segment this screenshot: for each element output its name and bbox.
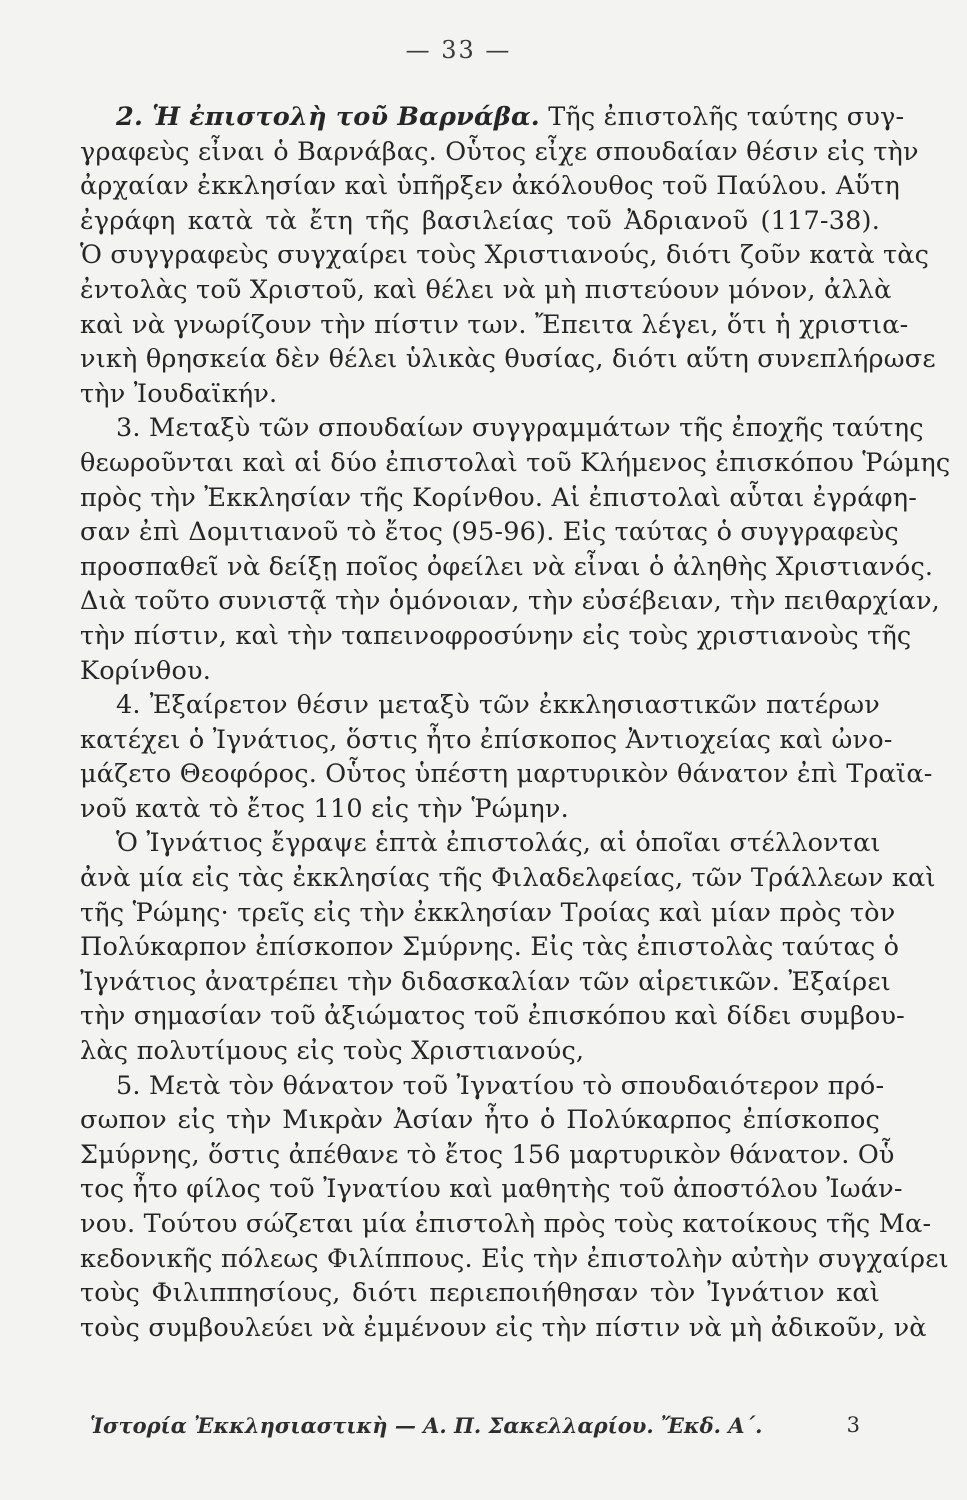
text-line: μάζετο Θεοφόρος. Οὗτος ὑπέστη μαρτυρικὸν θάνατον ἐπὶ Τραϊα- [80, 759, 933, 790]
text-line: ἐγράφη κατὰ τὰ ἔτη τῆς βασιλείας τοῦ Ἀδριανοῦ (117-38). [80, 205, 880, 236]
text-line: νου. Τούτου σώζεται μία ἐπιστολὴ πρὸς τοὺς κατοίκους τῆς Μα- [80, 1209, 932, 1239]
text-line: τὴν Ἰουδαϊκήν. [80, 378, 278, 409]
body-text [80, 100, 951, 1345]
text-line: θεωροῦνται καὶ αἱ δύο ἐπιστολαὶ τοῦ Κλήμενος ἐπισκόπου Ῥώμης [80, 447, 951, 478]
text-line: Κορίνθου. [80, 655, 212, 686]
text-line: ἐντολὰς τοῦ Χριστοῦ, καὶ θέλει νὰ μὴ πιστεύουν μόνον, ἀλλὰ [80, 274, 892, 305]
text-line: τοὺς συμβουλεύει νὰ ἐμμένουν εἰς τὴν πίστιν νὰ μὴ ἀδικοῦν, νὰ [80, 1312, 927, 1343]
text-line: Πολύκαρπον ἐπίσκοπον Σμύρνης. Εἰς τὰς ἐπιστολὰς ταύτας ὁ [80, 932, 900, 963]
text-line: 3. Μεταξὺ τῶν σπουδαίων συγγραμμάτων τῆς ἐποχῆς ταύτης [116, 413, 924, 444]
text-line: ἀνὰ μία εἰς τὰς ἐκκλησίας τῆς Φιλαδελφείας, τῶν Τράλλεων καὶ [80, 863, 936, 894]
text-line: τῆς Ῥώμης· τρεῖς εἰς τὴν ἐκκλησίαν Τροίας καὶ μίαν πρὸς τὸν [80, 897, 896, 928]
text-line: κατέχει ὁ Ἰγνάτιος, ὅστις ἦτο ἐπίσκοπος Ἀντιοχείας καὶ ὠνο- [80, 724, 893, 755]
text-line: κεδονικῆς πόλεως Φιλίππους. Εἰς τὴν ἐπιστολὴν αὐτὴν συγχαίρει [80, 1243, 949, 1274]
text-line: σωπον εἰς τὴν Μικρὰν Ἀσίαν ἦτο ὁ Πολύκαρπος ἐπίσκοπος [80, 1105, 880, 1136]
text-line: Ἰγνάτιος ἀνατρέπει τὴν διδασκαλίαν τῶν αἱρετικῶν. Ἐξαίρει [80, 966, 891, 997]
page-footer [90, 1413, 860, 1438]
text-line: ἀρχαίαν ἐκκλησίαν καὶ ὑπῆρξεν ἀκόλουθος τοῦ Παύλου. Αὕτη [80, 171, 900, 202]
text-line: προσπαθεῖ νὰ δείξῃ ποῖος ὀφείλει νὰ εἶναι ὁ ἀληθὴς Χριστιανός. [80, 551, 934, 582]
text-line-segment: Τῆς ἐπιστολῆς ταύτης συγ- [548, 102, 905, 132]
page-number: — 33 — [405, 36, 512, 64]
text-line: σαν ἐπὶ Δομιτιανοῦ τὸ ἔτος (95-96). Εἰς ταύτας ὁ συγγραφεὺς [80, 517, 899, 548]
text-line [80, 100, 905, 135]
text-line: νοῦ κατὰ τὸ ἔτος 110 εἰς τὴν Ῥώμην. [80, 793, 569, 824]
text-line: λὰς πολυτίμους εἰς τοὺς Χριστιανούς, [80, 1036, 585, 1067]
footer-title: Ἱστορία Ἐκκλησιαστικὴ — Α. Π. Σακελλαρίου. Ἔκδ. Α΄. [90, 1413, 763, 1438]
text-line: Σμύρνης, ὅστις ἀπέθανε τὸ ἔτος 156 μαρτυρικὸν θάνατον. Οὗ [80, 1139, 895, 1170]
text-line: Διὰ τοῦτο συνιστᾷ τὴν ὁμόνοιαν, τὴν εὐσέβειαν, τὴν πειθαρχίαν, [80, 586, 940, 617]
text-line: νικὴ θρησκεία δὲν θέλει ὑλικὰς θυσίας, διότι αὕτη συνεπλήρωσε [80, 344, 936, 375]
text-line: 5. Μετὰ τὸν θάνατον τοῦ Ἰγνατίου τὸ σπουδαιότερον πρό- [116, 1070, 885, 1101]
text-line: τὴν σημασίαν τοῦ ἀξιώματος τοῦ ἐπισκόπου καὶ δίδει συμβου- [80, 1001, 905, 1032]
text-line: τοὺς Φιλιππησίους, διότι περιεποιήθησαν τὸν Ἰγνάτιον καὶ [80, 1278, 880, 1309]
text-line: καὶ νὰ γνωρίζουν τὴν πίστιν των. Ἔπειτα λέγει, ὅτι ἡ χριστια- [80, 309, 909, 340]
section-heading: 2. Ἡ ἐπιστολὴ τοῦ Βαρνάβα. [116, 102, 540, 132]
text-line: τος ἦτο φίλος τοῦ Ἰγνατίου καὶ μαθητὴς τοῦ ἀποστόλου Ἰωάν- [80, 1174, 903, 1205]
text-line: τὴν πίστιν, καὶ τὴν ταπεινοφροσύνην εἰς τοὺς χριστιανοὺς τῆς [80, 620, 912, 651]
text-line: Ὁ συγγραφεὺς συγχαίρει τοὺς Χριστιανούς, διότι ζοῦν κατὰ τὰς [80, 240, 930, 271]
text-line: γραφεὺς εἶναι ὁ Βαρνάβας. Οὗτος εἶχε σπουδαίαν θέσιν εἰς τὴν [80, 136, 919, 167]
printer-signature: 3 [846, 1413, 860, 1437]
text-line: πρὸς τὴν Ἐκκλησίαν τῆς Κορίνθου. Αἱ ἐπιστολαὶ αὗται ἐγράφη- [80, 482, 918, 513]
text-line: 4. Ἐξαίρετον θέσιν μεταξὺ τῶν ἐκκλησιαστικῶν πατέρων [116, 690, 880, 721]
text-line: Ὁ Ἰγνάτιος ἔγραψε ἑπτὰ ἐπιστολάς, αἱ ὁποῖαι στέλλονται [116, 828, 881, 859]
